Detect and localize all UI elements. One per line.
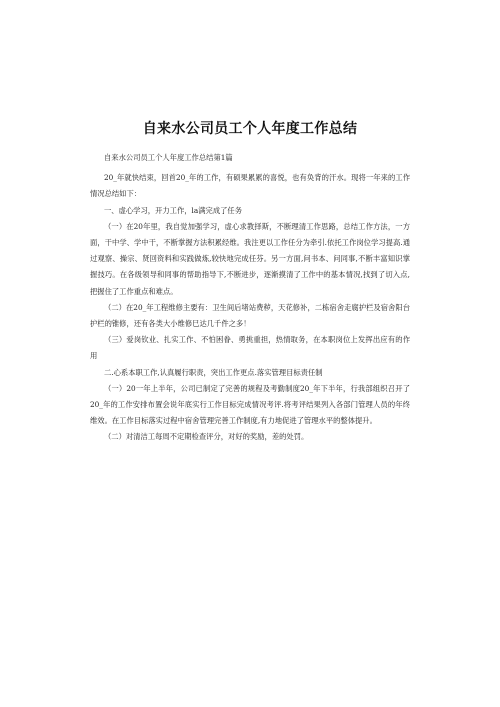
paragraph: （二）在20_年工程维修主要有：卫生间后堵站费秽，天花修补，二栋宿舍走腐护栏及宿舍阳台护栏的锥修，还有各类大小维修巳达几千件之多！ [90,302,410,329]
document-title: 自来水公司员工个人年度工作总结 [142,121,358,137]
paragraph: （二）对清洁工每周不定期检查评分，对好的奖励，差的处罚。 [104,432,309,442]
document-body [90,150,410,446]
paragraph: （一）20一年上半年，公司已制定了完善的规程及考勤制度20_年下半年，行我部组织召开了20_年的工作安排布置会说年底实行工作目标完成情况考评.将考评结果列入各部门管理人员的年终维效。在工作目标落实过程中宿舍管理完善工作制度,有力地促进了管理水平的整体提升。 [90,383,410,426]
paragraph: （一）在20年里，我自觉加强学习，虚心求教择斯，不断理清工作思路，总结工作方法，一方面，干中学、学中干，不断掌握方法积累经维。我注更以工作任分为牵引.依托工作岗位学习提高.通过观察、操宗、贤回资料和实践做炼,较快地完成任芬。另一方面,问书本、问同事,不断丰富知识掌握技巧。在各级领导和同事的帮助指导下,不断进步，逐渐摸清了工作中的基本情况,找到了切入点,把握住了工作重点和难点。 [90,221,410,296]
subheading: 二.心系本职工作,认真履行职责，突出工作更点.落实管理目标责任制 [104,367,323,377]
paragraph: （三）爱岗钦业、扎实工作、不怕困眷、勇挑重担，热情取务，在本职岗位上发挥出应有的作用 [90,335,410,361]
subheading: 一、虚心学习，开力工作，la满完成了任务 [104,205,243,215]
section-heading: 自来水公司员工个人年度工作总结第1篇 [104,153,233,162]
paragraph: 20_年就快结束，回首20_年的工作，有硕果累累的喜悦，也有奂背的汗水。现将一年来的工作情况总结如下： [90,173,410,199]
